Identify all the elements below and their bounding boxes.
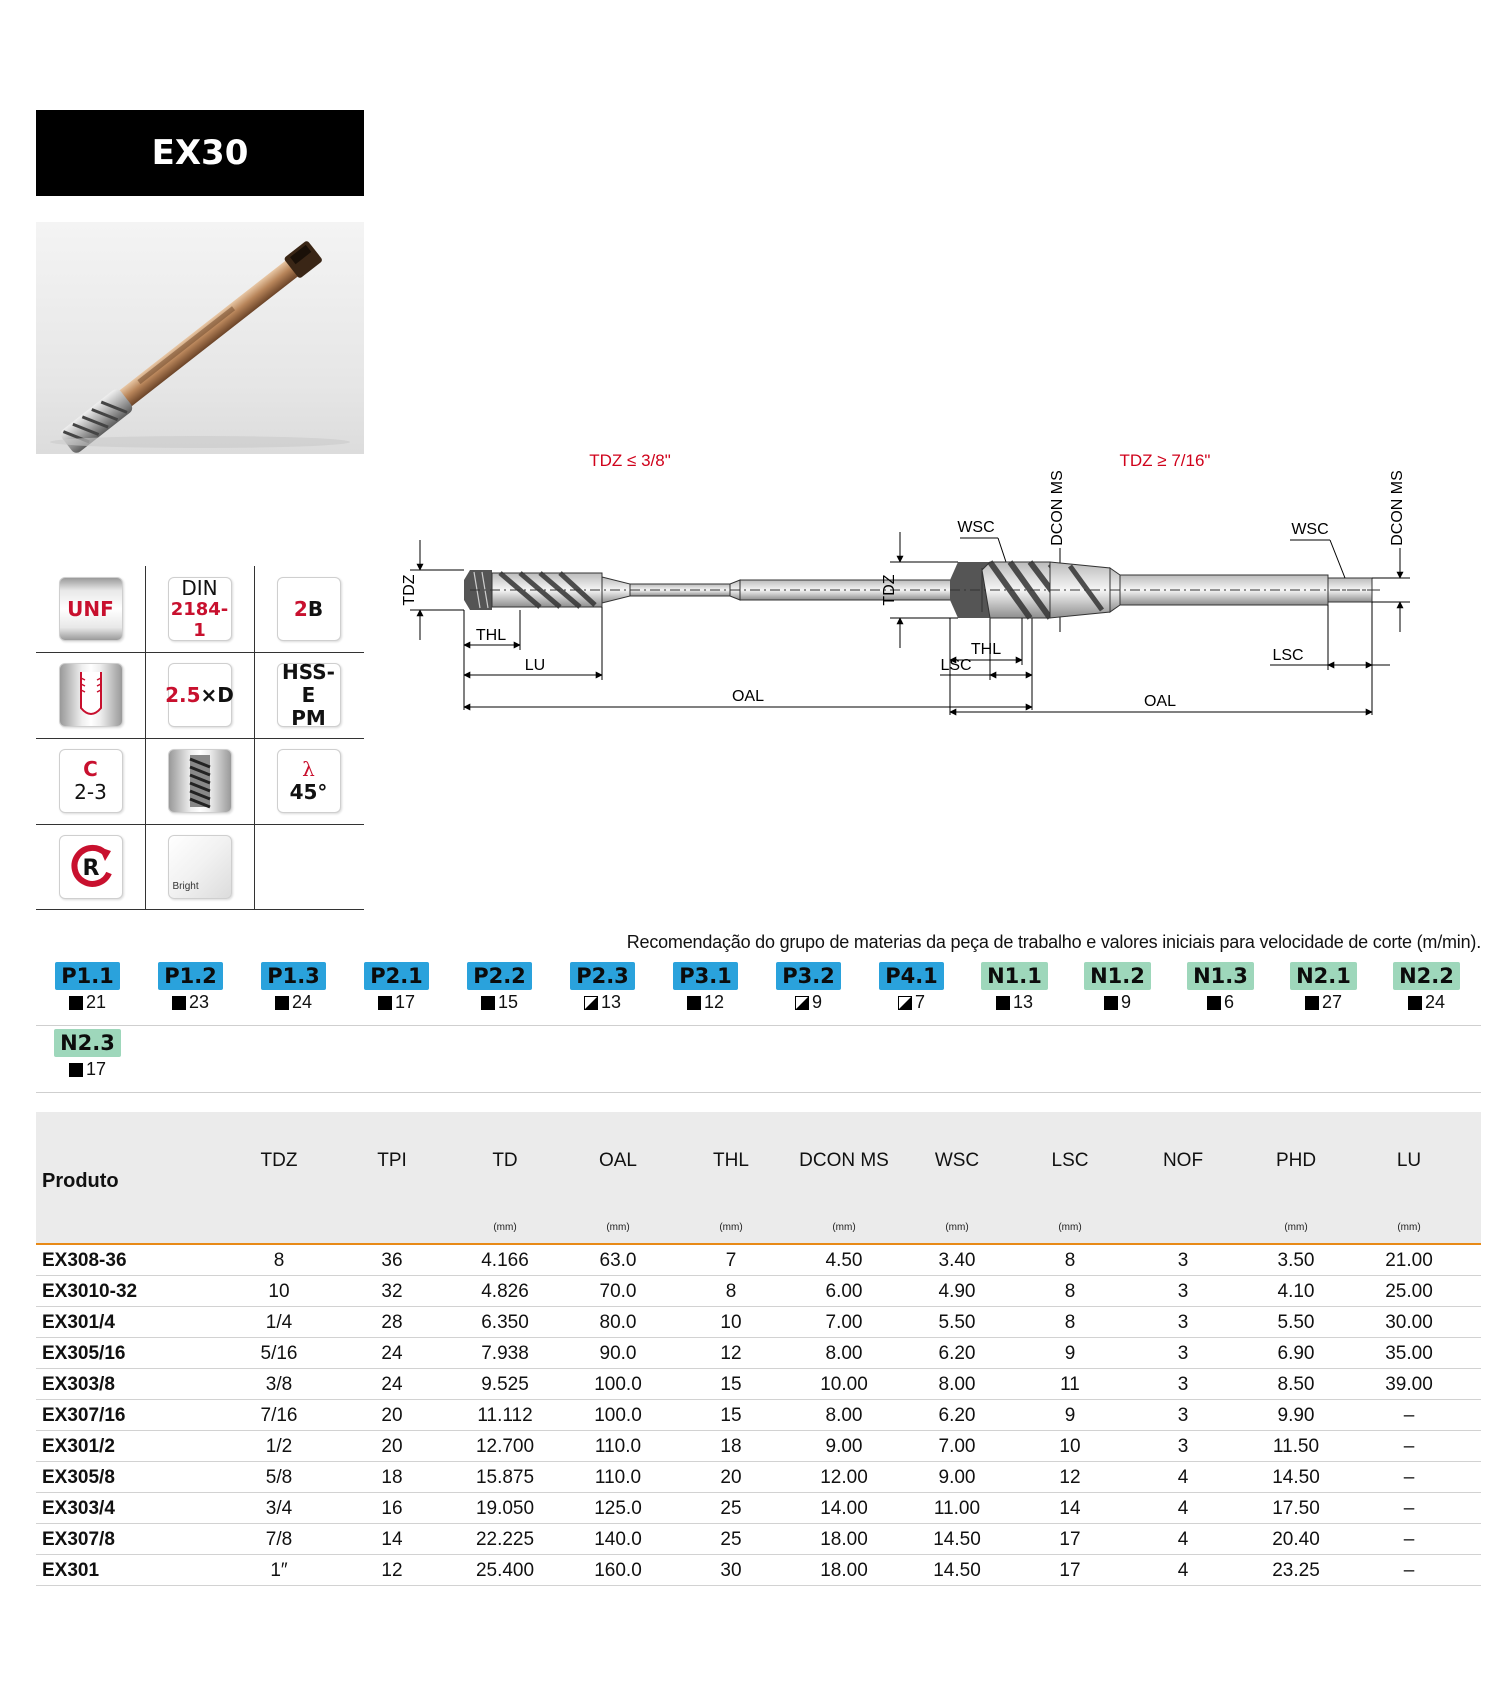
table-cell: 3/8 [265, 1374, 293, 1395]
column-unit: (mm) [719, 1222, 743, 1233]
table-cell: 8.00 [938, 1374, 976, 1395]
table-cell: 24 [381, 1374, 403, 1395]
full-recommend-icon [996, 996, 1010, 1010]
full-recommend-icon [378, 996, 392, 1010]
table-cell: 3 [1177, 1250, 1189, 1271]
table-cell: 11.50 [1272, 1436, 1320, 1457]
table-cell: 25.400 [475, 1560, 535, 1581]
table-cell: 3 [1177, 1405, 1189, 1426]
table-cell: 3 [1177, 1281, 1189, 1302]
table-cell: 3/4 [265, 1498, 293, 1519]
table-cell: 4.10 [1277, 1281, 1315, 1302]
table-cell: 7.938 [481, 1343, 529, 1364]
table-cell: 6.20 [938, 1343, 976, 1364]
product-code: EX305/8 [42, 1467, 115, 1488]
chamfer-form-icon: C 2-3 [59, 749, 123, 813]
table-cell: 18 [381, 1467, 403, 1488]
din-standard-icon: DIN 2184-1 [168, 577, 232, 641]
column-header: TD [492, 1150, 518, 1171]
material-item: P2.1 17 [345, 960, 448, 1024]
table-cell: 6.90 [1277, 1343, 1315, 1364]
left-tdz-label: TDZ [401, 574, 418, 606]
table-cell: 7/16 [260, 1405, 298, 1426]
table-cell: 19.050 [475, 1498, 535, 1519]
table-cell: 15.875 [475, 1467, 535, 1488]
table-cell: 9 [1064, 1343, 1076, 1364]
table-cell: 3.40 [938, 1250, 976, 1271]
table-cell: 18.00 [820, 1529, 868, 1550]
table-cell: 10 [1059, 1436, 1081, 1457]
material-item: P4.1 7 [860, 960, 963, 1024]
column-header: TPI [377, 1150, 407, 1171]
tap-image [36, 222, 364, 454]
table-cell: 22.225 [475, 1529, 535, 1550]
table-cell: 14.50 [933, 1529, 981, 1550]
full-recommend-icon [69, 1063, 83, 1077]
column-header: DCON MS [799, 1150, 889, 1171]
product-code: EX307/8 [42, 1529, 115, 1550]
table-row [36, 1555, 1481, 1586]
column-header-product: Produto [42, 1170, 119, 1192]
tool-material-icon: HSS-E PM [277, 663, 341, 727]
table-cell: 11.112 [477, 1405, 533, 1426]
blind-hole-icon [59, 663, 123, 727]
left-drawing-title: TDZ ≤ 3/8" [589, 451, 671, 470]
tolerance-class-icon: 2B [277, 577, 341, 641]
table-cell: 18 [720, 1436, 742, 1457]
table-cell: 25.00 [1385, 1281, 1433, 1302]
table-cell: 3 [1177, 1374, 1189, 1395]
column-unit: (mm) [1284, 1222, 1308, 1233]
material-row-1 [36, 960, 1481, 1026]
right-drawing-title: TDZ ≥ 7/16" [1119, 451, 1211, 470]
table-row [36, 1276, 1481, 1307]
table-row [36, 1307, 1481, 1338]
table-cell: 7.00 [825, 1312, 863, 1333]
table-row [36, 1462, 1481, 1493]
table-cell: 5.50 [938, 1312, 976, 1333]
technical-drawing [390, 440, 1480, 740]
table-cell: 125.0 [594, 1498, 642, 1519]
right-wsc-label: WSC [1291, 521, 1329, 538]
partial-recommend-icon [898, 996, 912, 1010]
table-cell: 8 [1064, 1312, 1076, 1333]
left-oal-label: OAL [731, 688, 765, 705]
material-item: P2.2 15 [448, 960, 551, 1024]
table-cell: 10 [720, 1312, 742, 1333]
table-cell: 6.350 [481, 1312, 529, 1333]
table-cell: 35.00 [1385, 1343, 1433, 1364]
table-cell: 30.00 [1385, 1312, 1433, 1333]
product-code: EX301 [42, 1560, 100, 1581]
column-header: WSC [934, 1150, 980, 1171]
table-cell: 23.25 [1272, 1560, 1320, 1581]
full-recommend-icon [1104, 996, 1118, 1010]
right-lsc-label: LSC [1272, 647, 1304, 664]
table-cell: – [1403, 1498, 1415, 1519]
table-cell: 14.50 [1272, 1467, 1320, 1488]
helix-angle-icon: λ 45° [277, 749, 341, 813]
column-unit: (mm) [606, 1222, 630, 1233]
table-cell: 7/8 [265, 1529, 293, 1550]
table-cell: – [1403, 1560, 1415, 1581]
table-cell: 21.00 [1385, 1250, 1433, 1271]
table-cell: 5.50 [1277, 1312, 1315, 1333]
table-cell: 4.50 [825, 1250, 863, 1271]
table-cell: 70.0 [599, 1281, 637, 1302]
table-cell: 8 [725, 1281, 737, 1302]
right-dcon-label: DCON MS [1389, 470, 1406, 546]
table-cell: 12 [1059, 1467, 1081, 1488]
left-lu-label: LU [524, 657, 546, 674]
table-cell: 12.00 [820, 1467, 868, 1488]
table-cell: 20 [381, 1405, 403, 1426]
feature-icon-grid [36, 566, 364, 910]
table-cell: 11.00 [933, 1498, 981, 1519]
table-cell: 25 [720, 1498, 742, 1519]
table-cell: 17 [1059, 1560, 1081, 1581]
table-cell: 11 [1060, 1374, 1080, 1395]
table-cell: 8 [1064, 1250, 1076, 1271]
table-cell: 9.525 [481, 1374, 529, 1395]
table-cell: 6.20 [938, 1405, 976, 1426]
column-unit: (mm) [1058, 1222, 1082, 1233]
full-recommend-icon [275, 996, 289, 1010]
table-cell: 140.0 [594, 1529, 642, 1550]
material-item: N2.3 17 [36, 1027, 139, 1091]
column-unit: (mm) [493, 1222, 517, 1233]
table-cell: 4 [1177, 1467, 1189, 1488]
table-cell: 5/16 [260, 1343, 298, 1364]
table-cell: 100.0 [594, 1405, 642, 1426]
material-item: N1.3 6 [1169, 960, 1272, 1024]
table-cell: 32 [381, 1281, 403, 1302]
table-cell: 100.0 [594, 1374, 642, 1395]
table-cell: 5/8 [265, 1467, 293, 1488]
table-row [36, 1245, 1481, 1276]
right-tdz-label: TDZ [881, 574, 898, 606]
table-cell: 28 [381, 1312, 403, 1333]
table-cell: 36 [381, 1250, 403, 1271]
full-recommend-icon [687, 996, 701, 1010]
right-thl-label: THL [970, 641, 1002, 658]
table-cell: 24 [381, 1343, 403, 1364]
table-cell: 8.50 [1277, 1374, 1315, 1395]
column-header: OAL [598, 1150, 638, 1171]
table-cell: 63.0 [599, 1250, 637, 1271]
partial-recommend-icon [584, 996, 598, 1010]
table-cell: 1/2 [265, 1436, 293, 1457]
left-thl-label: THL [475, 627, 507, 644]
product-code: EX301/4 [42, 1312, 115, 1333]
table-cell: 9.00 [825, 1436, 863, 1457]
column-unit: (mm) [945, 1222, 969, 1233]
partial-recommend-icon [795, 996, 809, 1010]
table-cell: 14 [1059, 1498, 1081, 1519]
table-cell: 8.00 [825, 1343, 863, 1364]
table-row [36, 1431, 1481, 1462]
table-cell: 10.00 [820, 1374, 868, 1395]
table-row [36, 1493, 1481, 1524]
table-cell: 3 [1177, 1312, 1189, 1333]
spiral-flute-icon [168, 749, 232, 813]
full-recommend-icon [1408, 996, 1422, 1010]
table-cell: 1″ [270, 1560, 288, 1581]
material-row-2 [36, 1027, 1481, 1093]
table-cell: 80.0 [599, 1312, 637, 1333]
product-code: EX303/4 [42, 1498, 115, 1519]
product-code: EX307/16 [42, 1405, 126, 1426]
left-dcon-label: DCON MS [1049, 470, 1066, 546]
table-cell: 14.00 [820, 1498, 868, 1519]
table-cell: 4 [1177, 1529, 1189, 1550]
table-cell: 8 [273, 1250, 285, 1271]
table-cell: 14 [381, 1529, 403, 1550]
product-code: EX303/8 [42, 1374, 115, 1395]
table-cell: 4 [1177, 1498, 1189, 1519]
table-cell: 6.00 [825, 1281, 863, 1302]
full-recommend-icon [1207, 996, 1221, 1010]
table-cell: 7.00 [938, 1436, 976, 1457]
column-header: NOF [1162, 1150, 1204, 1171]
column-header: TDZ [260, 1150, 298, 1171]
unf-thread-icon: UNF [59, 577, 123, 641]
right-hand-rotation-icon [59, 835, 123, 899]
table-cell: 8.00 [825, 1405, 863, 1426]
table-cell: 9.90 [1277, 1405, 1315, 1426]
table-cell: 20 [381, 1436, 403, 1457]
table-cell: 9 [1064, 1405, 1076, 1426]
table-cell: 110.0 [594, 1467, 642, 1488]
table-cell: 25 [720, 1529, 742, 1550]
material-item: P1.2 23 [139, 960, 242, 1024]
table-cell: 3 [1177, 1436, 1189, 1457]
table-cell: 17.50 [1272, 1498, 1320, 1519]
bright-coating-icon: Bright [168, 835, 232, 899]
table-cell: 17 [1059, 1529, 1081, 1550]
material-item: P3.1 12 [654, 960, 757, 1024]
column-unit: (mm) [832, 1222, 856, 1233]
table-cell: 30 [720, 1560, 742, 1581]
table-cell: 16 [381, 1498, 403, 1519]
table-cell: 20 [720, 1467, 742, 1488]
table-cell: 4.826 [481, 1281, 529, 1302]
product-title: EX30 [36, 110, 364, 196]
table-cell: 20.40 [1272, 1529, 1320, 1550]
table-cell: 8 [1064, 1281, 1076, 1302]
column-unit: (mm) [1397, 1222, 1421, 1233]
table-cell: 4 [1177, 1560, 1189, 1581]
material-item: P1.1 21 [36, 960, 139, 1024]
full-recommend-icon [1305, 996, 1319, 1010]
table-cell: 18.00 [820, 1560, 868, 1581]
table-cell: 3 [1177, 1343, 1189, 1364]
product-code: EX3010-32 [42, 1281, 138, 1302]
table-row [36, 1400, 1481, 1431]
left-wsc-label: WSC [957, 519, 995, 536]
table-cell: 7 [725, 1250, 737, 1271]
table-cell: 9.00 [938, 1467, 976, 1488]
table-cell: 12 [720, 1343, 742, 1364]
material-item: N2.1 27 [1272, 960, 1375, 1024]
column-header: THL [713, 1150, 749, 1171]
full-recommend-icon [69, 996, 83, 1010]
left-lsc-label: LSC [940, 657, 972, 674]
material-item: P3.2 9 [757, 960, 860, 1024]
table-row [36, 1369, 1481, 1400]
table-cell: 15 [720, 1405, 742, 1426]
column-header: PHD [1275, 1150, 1317, 1171]
table-cell: – [1403, 1436, 1415, 1457]
table-cell: 12.700 [475, 1436, 535, 1457]
table-cell: 39.00 [1385, 1374, 1433, 1395]
table-cell: 110.0 [594, 1436, 642, 1457]
material-item: P2.3 13 [551, 960, 654, 1024]
material-item: N1.1 13 [963, 960, 1066, 1024]
table-body [36, 1245, 1481, 1586]
table-row [36, 1524, 1481, 1555]
table-cell: 15 [720, 1374, 742, 1395]
left-tap [464, 570, 1032, 610]
table-cell: 1/4 [265, 1312, 293, 1333]
full-recommend-icon [172, 996, 186, 1010]
column-header: LU [1396, 1150, 1422, 1171]
product-code: EX301/2 [42, 1436, 115, 1457]
column-header: LSC [1051, 1150, 1089, 1171]
material-item: N1.2 9 [1066, 960, 1169, 1024]
product-code: EX305/16 [42, 1343, 126, 1364]
table-cell: 14.50 [933, 1560, 981, 1581]
right-oal-label: OAL [1143, 693, 1177, 710]
material-item: P1.3 24 [242, 960, 345, 1024]
table-cell: 4.166 [481, 1250, 529, 1271]
table-row [36, 1338, 1481, 1369]
table-cell: 160.0 [594, 1560, 642, 1581]
material-item: N2.2 24 [1375, 960, 1478, 1024]
product-code: EX308-36 [42, 1250, 127, 1271]
table-cell: – [1403, 1467, 1415, 1488]
cutting-speed-recommendation: Recomendação do grupo de materias da peça de trabalho e valores iniciais para velocidade de corte (m/min). [626, 932, 1481, 952]
table-cell: 10 [268, 1281, 290, 1302]
table-cell: – [1403, 1405, 1415, 1426]
table-header [36, 1112, 1481, 1245]
table-cell: – [1403, 1529, 1415, 1550]
full-recommend-icon [481, 996, 495, 1010]
table-cell: 90.0 [599, 1343, 637, 1364]
svg-text:R: R [82, 856, 99, 881]
thread-depth-icon: 2.5×D [168, 663, 232, 727]
table-cell: 12 [381, 1560, 403, 1581]
product-table [36, 1112, 1481, 1586]
product-photo [36, 222, 364, 454]
table-cell: 4.90 [938, 1281, 976, 1302]
table-cell: 3.50 [1277, 1250, 1315, 1271]
